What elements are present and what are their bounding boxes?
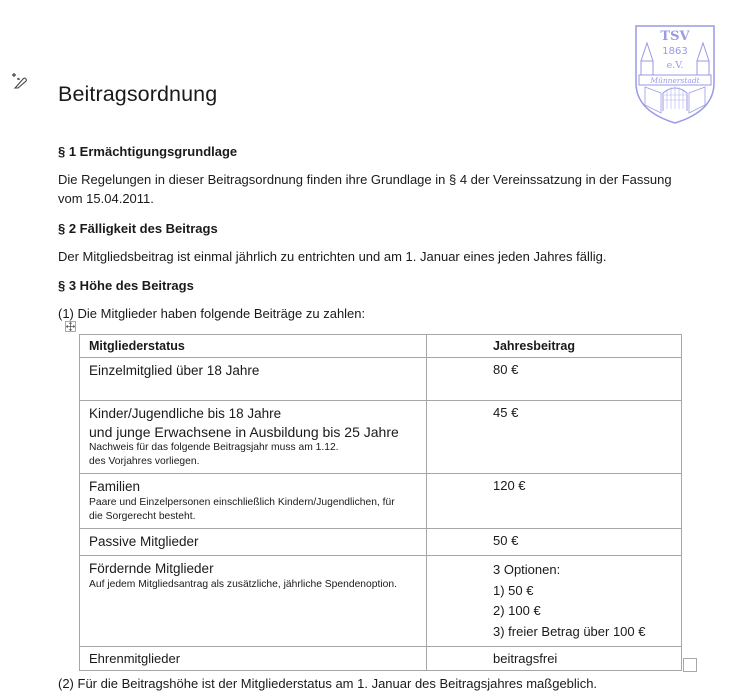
option-item: 1) 50 € — [493, 582, 534, 598]
table-row — [80, 529, 682, 556]
svg-text:e.V.: e.V. — [666, 60, 684, 71]
svg-text:1863: 1863 — [662, 46, 688, 57]
status-cell: Ehrenmitglieder — [80, 647, 427, 671]
section-2-body: Der Mitgliedsbeitrag ist einmal jährlich zu entrichten und am 1. Januar eines jeden Jahres fällig. — [58, 249, 607, 264]
section-1-heading: § 1 Ermächtigungsgrundlage — [58, 144, 238, 159]
svg-text:Münnerstadt: Münnerstadt — [650, 76, 700, 85]
option-item: 3) freier Betrag über 100 € — [493, 623, 646, 639]
option-item: 2) 100 € — [493, 603, 541, 618]
table-row — [80, 647, 682, 671]
section-2-heading: § 2 Fälligkeit des Beitrags — [58, 221, 218, 236]
status-cell: Einzelmitglied über 18 Jahre — [80, 358, 427, 401]
section-1-body: Die Regelungen in dieser Beitragsordnung finden ihre Grundlage in § 4 der Vereinssatzung in der Fassung vom 15.04.2011. — [58, 172, 672, 206]
amount-cell: 45 € — [427, 401, 682, 474]
section-3-paragraph-2: (2) Für die Beitragshöhe ist der Mitgliederstatus am 1. Januar des Beitragsjahres maßgeblich. — [58, 676, 598, 691]
options-label: 3 Optionen: — [493, 562, 561, 577]
amount-cell: 80 € — [427, 358, 682, 401]
table-header-row — [80, 335, 682, 358]
table-row — [80, 401, 682, 474]
header-status: Mitgliederstatus — [80, 335, 427, 358]
table-row — [80, 358, 682, 401]
pen-sparkle-icon[interactable] — [10, 70, 30, 90]
status-cell: Familien Paare und Einzelpersonen einschließlich Kindern/Jugendlichen, für die Sorgerecht besteht. — [80, 474, 427, 529]
amount-cell: 50 € — [427, 529, 682, 556]
table-row — [80, 474, 682, 529]
amount-cell — [427, 556, 682, 647]
svg-text:TSV: TSV — [660, 29, 690, 44]
status-cell: Passive Mitglieder — [80, 529, 427, 556]
status-cell: Fördernde Mitglieder Auf jedem Mitgliedsantrag als zusätzliche, jährliche Spendenoption. — [80, 556, 427, 647]
club-logo — [633, 23, 717, 125]
amount-cell: 120 € — [427, 474, 682, 529]
resize-handle-icon[interactable] — [683, 658, 697, 672]
section-3-intro: (1) Die Mitglieder haben folgende Beiträge zu zahlen: — [58, 306, 366, 321]
fee-table — [79, 334, 682, 671]
move-icon[interactable] — [65, 321, 76, 332]
table-row — [80, 556, 682, 647]
header-amount: Jahresbeitrag — [427, 335, 682, 358]
status-cell: Kinder/Jugendliche bis 18 Jahre und junge Erwachsene in Ausbildung bis 25 Jahre Nachweis für das folgende Beitragsjahr muss am 1.12. des Vorjahres vorliegen. — [80, 401, 427, 474]
document-title: Beitragsordnung — [58, 82, 218, 106]
amount-cell: beitragsfrei — [427, 647, 682, 671]
section-3-heading: § 3 Höhe des Beitrags — [58, 278, 194, 293]
